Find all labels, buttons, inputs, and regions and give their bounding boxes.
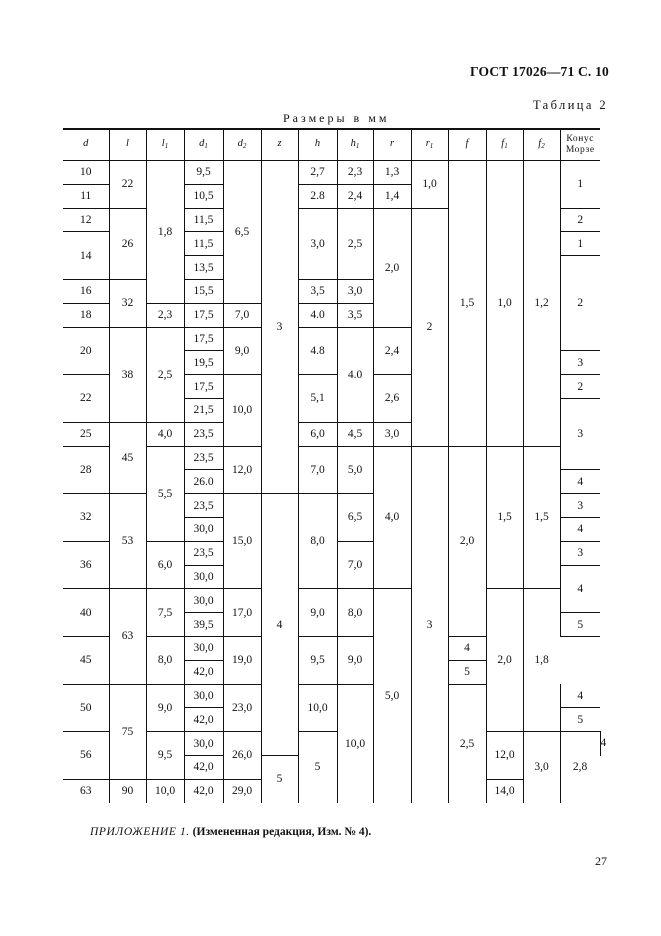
table-cell: 42,0 — [184, 660, 223, 684]
table-cell: 13,5 — [184, 256, 223, 280]
table-cell: 30,0 — [184, 636, 223, 660]
table-cell: 23,5 — [184, 446, 223, 470]
table-cell: 2,0 — [448, 446, 486, 636]
table-cell: 9,0 — [223, 327, 261, 375]
header-f2: $f_2$ — [523, 129, 560, 161]
table-cell: 2,8 — [560, 732, 600, 803]
table-cell: 5 — [560, 613, 600, 637]
table-cell: 5,5 — [146, 446, 184, 541]
table-cell: 30,0 — [184, 732, 223, 756]
header-r: r — [373, 129, 411, 161]
table-cell: 23,0 — [223, 684, 261, 732]
table-cell: 3,0 — [523, 732, 560, 803]
table-cell: 17,5 — [184, 375, 223, 399]
table-cell: 5 — [298, 732, 337, 803]
table-cell: 3,0 — [337, 279, 373, 303]
table-cell: 15,5 — [184, 279, 223, 303]
table-cell: 7,5 — [146, 589, 184, 637]
table-cell: 1,0 — [411, 161, 448, 209]
table-cell: 9,5 — [184, 161, 223, 185]
table-cell: 9,5 — [298, 636, 337, 684]
table-cell: 50 — [63, 684, 109, 732]
table-cell: 7,0 — [337, 541, 373, 589]
table-cell: 45 — [63, 636, 109, 684]
table-cell: 8,0 — [337, 589, 373, 637]
table-cell: 3 — [560, 541, 600, 565]
table-cell: 5,0 — [373, 589, 411, 803]
table-cell: 2,5 — [448, 684, 486, 802]
table-header-row — [63, 129, 600, 161]
table-cell: 2,3 — [337, 161, 373, 185]
header-d1: $d_1$ — [184, 129, 223, 161]
table-cell: 23,5 — [184, 422, 223, 446]
header-l1: $l_1$ — [146, 129, 184, 161]
footnote-revision: (Измененная редакция, Изм. № 4). — [192, 826, 372, 838]
table-cell: 32 — [109, 279, 146, 327]
table-cell: 2,6 — [373, 375, 411, 423]
table-cell: 4 — [560, 565, 600, 613]
table-cell: 22 — [63, 375, 109, 423]
table-cell: 30,0 — [184, 517, 223, 541]
header-z: z — [261, 129, 298, 161]
table-cell: 10,5 — [184, 184, 223, 208]
table-cell: 1 — [560, 161, 600, 209]
table-cell: 11,5 — [184, 208, 223, 232]
header-h: h — [298, 129, 337, 161]
table-cell: 9,0 — [337, 636, 373, 684]
table-cell: 2.8 — [298, 184, 337, 208]
table-cell: 3 — [560, 351, 600, 375]
header-d: d — [63, 129, 109, 161]
table-cell: 6,5 — [337, 494, 373, 542]
table-cell: 38 — [109, 327, 146, 422]
table-cell: 1,4 — [373, 184, 411, 208]
table-cell: 30,0 — [184, 589, 223, 613]
table-row — [63, 589, 600, 613]
table-cell: 4 — [560, 684, 600, 708]
table-cell: 20 — [63, 327, 109, 375]
table-cell: 6,0 — [146, 541, 184, 589]
table-cell: 23,5 — [184, 494, 223, 518]
table-cell: 1,5 — [486, 446, 523, 589]
table-cell: 5,1 — [298, 375, 337, 423]
table-cell: 3,5 — [298, 279, 337, 303]
table-cell: 16 — [63, 279, 109, 303]
table-body — [63, 161, 607, 803]
table-cell: 10,0 — [298, 684, 337, 732]
table-cell: 5 — [448, 660, 486, 684]
table-cell: 3,5 — [337, 303, 373, 327]
table-cell: 12,0 — [223, 446, 261, 494]
table-cell: 9,5 — [146, 732, 184, 780]
table-cell: 12 — [63, 208, 109, 232]
table-cell: 11 — [63, 184, 109, 208]
table-cell: 2 — [411, 208, 448, 446]
table-cell: 22 — [109, 161, 146, 209]
table-cell: 4 — [261, 494, 298, 756]
table-cell: 1,5 — [523, 446, 560, 589]
table-cell: 1 — [560, 232, 600, 256]
table-cell: 3,0 — [298, 208, 337, 279]
table-cell: 4 — [448, 636, 486, 660]
table-cell: 2,5 — [146, 327, 184, 422]
table-cell: 63 — [109, 589, 146, 684]
table-cell: 26.0 — [184, 470, 223, 494]
table-cell: 4.0 — [298, 303, 337, 327]
table-cell: 12,0 — [486, 732, 523, 780]
table-cell: 2 — [560, 256, 600, 351]
table-cell: 56 — [63, 732, 109, 780]
table-cell: 4,0 — [146, 422, 184, 446]
table-cell: 21,5 — [184, 398, 223, 422]
table-cell: 30,0 — [184, 565, 223, 589]
table-cell: 42,0 — [184, 708, 223, 732]
table-cell: 4.8 — [298, 327, 337, 375]
table-cell: 14,0 — [486, 779, 523, 802]
table-cell: 39,5 — [184, 613, 223, 637]
table-cell: 10 — [63, 161, 109, 185]
page-number: 27 — [595, 854, 607, 868]
table-cell: 17,0 — [223, 589, 261, 637]
table-cell: 63 — [80, 785, 92, 798]
table-cell: 1,3 — [373, 161, 411, 185]
header-l: l — [109, 129, 146, 161]
table-cell: 3,0 — [373, 422, 411, 446]
table-row: 56 9,5 30,0 26,0 5 12,0 3,0 2,8 4 — [63, 732, 600, 756]
table-cell: 3 — [560, 494, 600, 518]
table-cell: 4,0 — [373, 446, 411, 589]
table-cell: 19,0 — [223, 636, 261, 684]
table-cell: 25 — [63, 422, 109, 446]
table-cell: 36 — [63, 541, 109, 589]
document-header: ГОСТ 17026—71 С. 10 — [470, 64, 609, 79]
table-cell: 2,7 — [298, 161, 337, 185]
table-cell: 4.0 — [337, 327, 373, 422]
table-cell: 40 — [63, 589, 109, 637]
table-cell: 19,5 — [184, 351, 223, 375]
table-cell: 2,4 — [373, 327, 411, 375]
table-cell: 8,0 — [298, 494, 337, 589]
table-cell: 4 — [560, 517, 600, 541]
table-cell: 9,0 — [298, 589, 337, 637]
table-row — [63, 161, 600, 185]
table-cell: 7,0 — [223, 303, 261, 327]
table-cell: 2 — [560, 375, 600, 399]
header-f: f — [448, 129, 486, 161]
table-cell: 15,0 — [223, 494, 261, 589]
units-caption: Размеры в мм — [283, 111, 390, 125]
dimensions-table — [63, 128, 607, 803]
table-cell: 17,5 — [184, 303, 223, 327]
table-cell: 1,8 — [523, 589, 560, 732]
table-cell: 10,0 — [223, 375, 261, 446]
table-cell: 26 — [109, 208, 146, 279]
table-cell: 5 — [261, 755, 298, 802]
table-caption: Таблица 2 — [532, 98, 608, 112]
table-cell: 5,0 — [337, 446, 373, 494]
table-cell: 90 — [109, 779, 146, 802]
header-d2: $d_2$ — [223, 129, 261, 161]
table-cell: 32 — [63, 494, 109, 542]
table-cell: 30,0 — [184, 684, 223, 708]
table-cell: 10,0 — [337, 684, 373, 802]
table-cell: 42,0 — [184, 755, 223, 779]
table-cell: 10,0 — [146, 779, 184, 802]
footnote-appendix: ПРИЛОЖЕНИЕ 1. — [90, 826, 190, 838]
table-cell: 1,5 — [448, 161, 486, 447]
table-cell: 17,5 — [184, 327, 223, 351]
table-cell: 4 — [560, 470, 600, 494]
footnote — [90, 826, 371, 838]
table-cell: 6,0 — [298, 422, 337, 446]
table-cell: 7,0 — [298, 446, 337, 494]
table-cell: 5 — [560, 708, 600, 732]
table-cell: 29,0 — [223, 779, 261, 802]
table-cell: 3 — [411, 446, 448, 802]
table-cell: 26,0 — [223, 732, 261, 780]
header-r1: $r_1$ — [411, 129, 448, 161]
table-cell: 1,0 — [486, 161, 523, 447]
table-cell: 4,5 — [337, 422, 373, 446]
table-cell: 2,3 — [146, 303, 184, 327]
header-morse-taper: Конус Морзе — [560, 129, 600, 161]
table-cell: 2,0 — [486, 589, 523, 732]
table-cell: 11,5 — [184, 232, 223, 256]
table-cell: 2 — [560, 208, 600, 232]
table-cell: 18 — [63, 303, 109, 327]
table-cell: 9,0 — [146, 684, 184, 732]
table-cell: 2,5 — [337, 208, 373, 279]
table-cell: 42,0 — [184, 779, 223, 802]
table-cell: 8,0 — [146, 636, 184, 684]
header-f1: $f_1$ — [486, 129, 523, 161]
table-cell: 14 — [63, 232, 109, 280]
table-cell: 6,5 — [223, 161, 261, 304]
table-cell: 75 — [109, 684, 146, 779]
header-h1: $h_1$ — [337, 129, 373, 161]
table-cell: 2,4 — [337, 184, 373, 208]
table-cell: 53 — [109, 494, 146, 589]
table-cell: 23,5 — [184, 541, 223, 565]
table-cell: 3 — [560, 398, 600, 469]
table-cell: 28 — [63, 446, 109, 494]
table-cell: 2,0 — [373, 208, 411, 327]
table-cell: 1,8 — [146, 161, 184, 304]
table-cell: 3 — [261, 161, 298, 494]
table-cell: 45 — [109, 422, 146, 493]
table-cell: 1,2 — [523, 161, 560, 447]
